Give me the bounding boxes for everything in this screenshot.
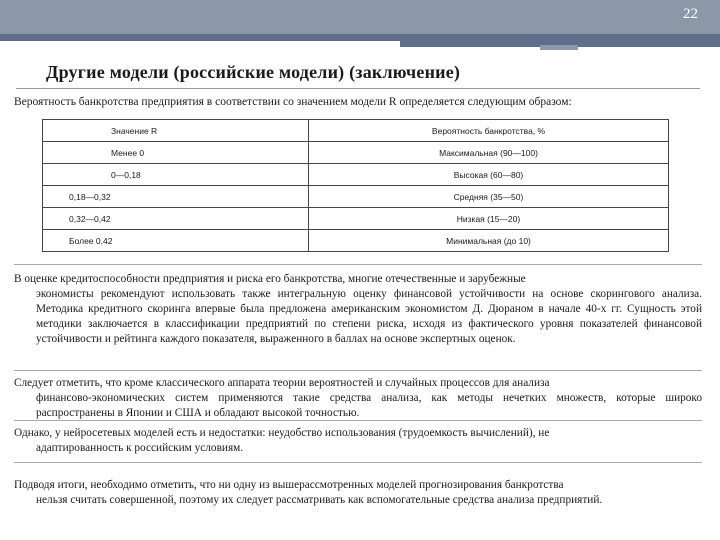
probability-table <box>42 119 669 252</box>
header-bar <box>0 0 720 34</box>
slide-title: Другие модели (российские модели) (заключение) <box>46 62 461 82</box>
paragraph-line: Подводя итоги, необходимо отметить, что ни одну из вышерассмотренных моделей прогнозирования банкротства <box>14 479 564 491</box>
table-cell: Средняя (35—50) <box>309 186 669 208</box>
paragraph-neural <box>14 426 702 456</box>
section-divider <box>14 264 702 265</box>
title-divider <box>16 88 700 89</box>
header-stripe-highlight <box>540 45 578 50</box>
table-cell: Максимальная (90—100) <box>309 142 669 164</box>
table-cell: 0—0,18 <box>43 164 309 186</box>
paragraph-fuzzy <box>14 376 702 421</box>
table-row <box>43 164 669 186</box>
section-divider <box>14 420 702 421</box>
intro-text: Вероятность банкротства предприятия в соответствии со значением модели R определяется следующим образом: <box>14 96 572 108</box>
paragraph-body: экономисты рекомендуют использовать также интегральную оценку финансовой устойчивости на основе скорингового анализа. Методика кредитного скоринга впервые была предложена американским экономистом Д. Дюраном в начале 40-х гг. Сущность этой методики заключается в классификации предприятий по степени риска, исходя из фактического уровня показателей финансовой устойчивости и рейтинга каждого показателя, выраженного в баллах на основе экспертных оценок. <box>36 288 702 345</box>
table-cell: 0,18—0,32 <box>43 186 309 208</box>
paragraph-conclusion <box>14 478 702 508</box>
section-divider <box>14 462 702 463</box>
table-cell: Минимальная (до 10) <box>309 230 669 252</box>
table-cell: Низкая (15—20) <box>309 208 669 230</box>
paragraph-body: финансово-экономических систем применяются такие средства анализа, как методы нечетких множеств, которые широко распространены в Японии и США и обладают высокой точностью. <box>36 392 702 419</box>
paragraph-line: Однако, у нейросетевых моделей есть и недостатки: неудобство использования (трудоемкость вычислений), не <box>14 427 550 439</box>
table-header-cell: Значение R <box>43 120 309 142</box>
table-cell: Высокая (60—80) <box>309 164 669 186</box>
paragraph-body: адаптированность к российским условиям. <box>36 442 244 454</box>
table-header-cell: Вероятность банкротства, % <box>309 120 669 142</box>
paragraph-body: нельзя считать совершенной, поэтому их следует рассматривать как вспомогательные средства анализа предприятий. <box>36 494 603 506</box>
table-row <box>43 186 669 208</box>
paragraph-line: В оценке кредитоспособности предприятия и риска его банкротства, многие отечественные и зарубежные <box>14 273 526 285</box>
table-header-row <box>43 120 669 142</box>
page-number: 22 <box>683 6 698 22</box>
table-cell: Более 0,42 <box>43 230 309 252</box>
table-row <box>43 208 669 230</box>
table-cell: Менее 0 <box>43 142 309 164</box>
section-divider <box>14 370 702 371</box>
table-row <box>43 142 669 164</box>
header-stripe <box>0 34 720 41</box>
paragraph-line: Следует отметить, что кроме классического аппарата теории вероятностей и случайных процессов для анализа <box>14 377 550 389</box>
paragraph-scoring <box>14 272 702 347</box>
table-row <box>43 230 669 252</box>
table-cell: 0,32—0,42 <box>43 208 309 230</box>
